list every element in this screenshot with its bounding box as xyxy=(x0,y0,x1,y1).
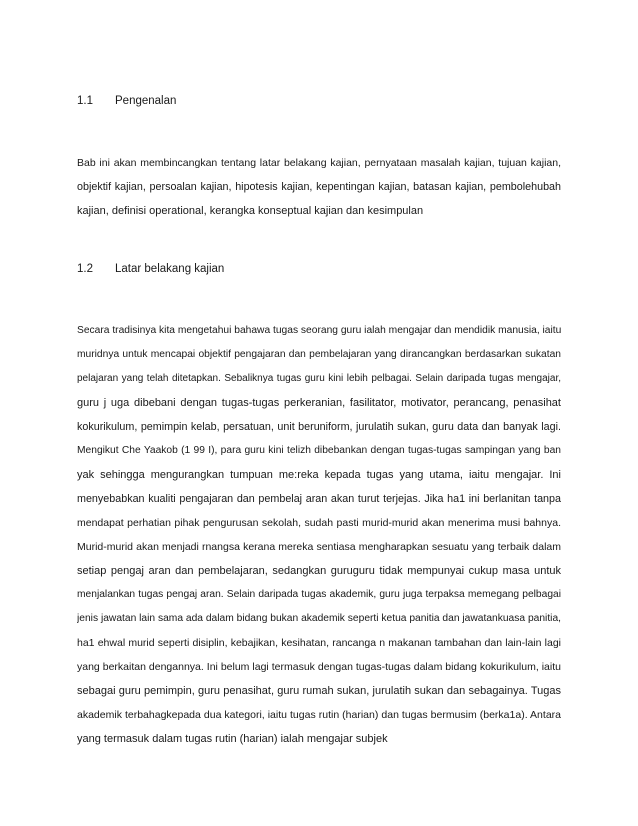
paragraph-line: yang berkaitan dengannya. Ini belum lagi termasuk dengan tugas-tugas dalam bidang kokurikulum, iaitu xyxy=(77,661,561,673)
section-title: Latar belakang kajian xyxy=(115,263,225,275)
paragraph-line: muridnya untuk mencapai objektif pengajaran dan pembelajaran yang dirancangkan berdasarkan sukatan xyxy=(77,349,561,360)
paragraph-line: pelajaran yang telah ditetapkan. Sebaliknya tugas guru kini lebih pelbagai. Selain daripada tugas mengajar, xyxy=(77,373,561,384)
paragraph-line: kokurikulum, pemimpin kelab, persatuan, unit beruniform, jurulatih sukan, guru data dan banyak lagi. xyxy=(77,421,561,433)
paragraph-line: akademik terbahagkepada dua kategori, iaitu tugas rutin (harian) dan tugas bermusim (berka1a). Antara xyxy=(77,709,561,721)
paragraph-line: guru j uga dibebani dengan tugas-tugas perkeranian, fasilitator, motivator, perancang, penasihat xyxy=(77,397,561,409)
section-heading-1-2 xyxy=(77,262,224,276)
paragraph-line: kajian, definisi operational, kerangka konseptual kajian dan kesimpulan xyxy=(77,205,424,217)
paragraph-line: menjalankan tugas pengaj aran. Selain daripada tugas akademik, guru juga terpaksa memegang pelbagai xyxy=(77,589,561,600)
paragraph-line: sebagai guru pemimpin, guru penasihat, guru rumah sukan, jurulatih sukan dan sebagainya. Tugas xyxy=(77,685,561,697)
paragraph-line: Murid-murid akan menjadi rnangsa kerana mereka sentiasa mengharapkan sesuatu yang terbaik dalam xyxy=(77,541,561,553)
paragraph-line: Secara tradisinya kita mengetahui bahawa tugas seorang guru ialah mengajar dan mendidik manusia, iaitu xyxy=(77,325,561,336)
paragraph-line: menyebabkan kualiti pengajaran dan pembelaj aran akan turut terjejas. Jika ha1 ini berlanitan tanpa xyxy=(77,493,561,505)
paragraph-line: Mengikut Che Yaakob (1 99 I), para guru kini telizh dibebankan dengan tugas-tugas sampingan yang ban xyxy=(77,445,561,456)
paragraph-line: mendapat perhatian pihak pengurusan sekolah, sudah pasti murid-murid akan menerima musi bahnya. xyxy=(77,517,561,529)
paragraph-line: yak sehingga mengurangkan tumpuan me:reka kepada tugas yang utama, iaitu mengajar. Ini xyxy=(77,469,561,481)
paragraph-line: Bab ini akan membincangkan tentang latar belakang kajian, pernyataan masalah kajian, tujuan kajian, xyxy=(77,157,561,169)
section-title: Pengenalan xyxy=(115,95,177,107)
section-heading-1-1 xyxy=(77,94,176,108)
paragraph-line: jenis jawatan lain sama ada dalam bidang bukan akademik seperti ketua panitia dan jawatankuasa panitia, xyxy=(77,613,561,624)
paragraph-line: setiap pengaj aran dan pembelajaran, sedangkan guruguru tidak mempunyai cukup masa untuk xyxy=(77,565,561,577)
paragraph-line: yang termasuk dalam tugas rutin (harian) ialah mengajar subjek xyxy=(77,733,388,745)
section-number: 1.1 xyxy=(77,95,93,107)
section-number: 1.2 xyxy=(77,263,93,275)
paragraph-line: objektif kajian, persoalan kajian, hipotesis kajian, kepentingan kajian, batasan kajian, pembolehubah xyxy=(77,181,561,193)
paragraph-line: ha1 ehwal murid seperti disiplin, kebajikan, kesihatan, rancanga n makanan tambahan dan lain-lain lagi xyxy=(77,637,561,649)
